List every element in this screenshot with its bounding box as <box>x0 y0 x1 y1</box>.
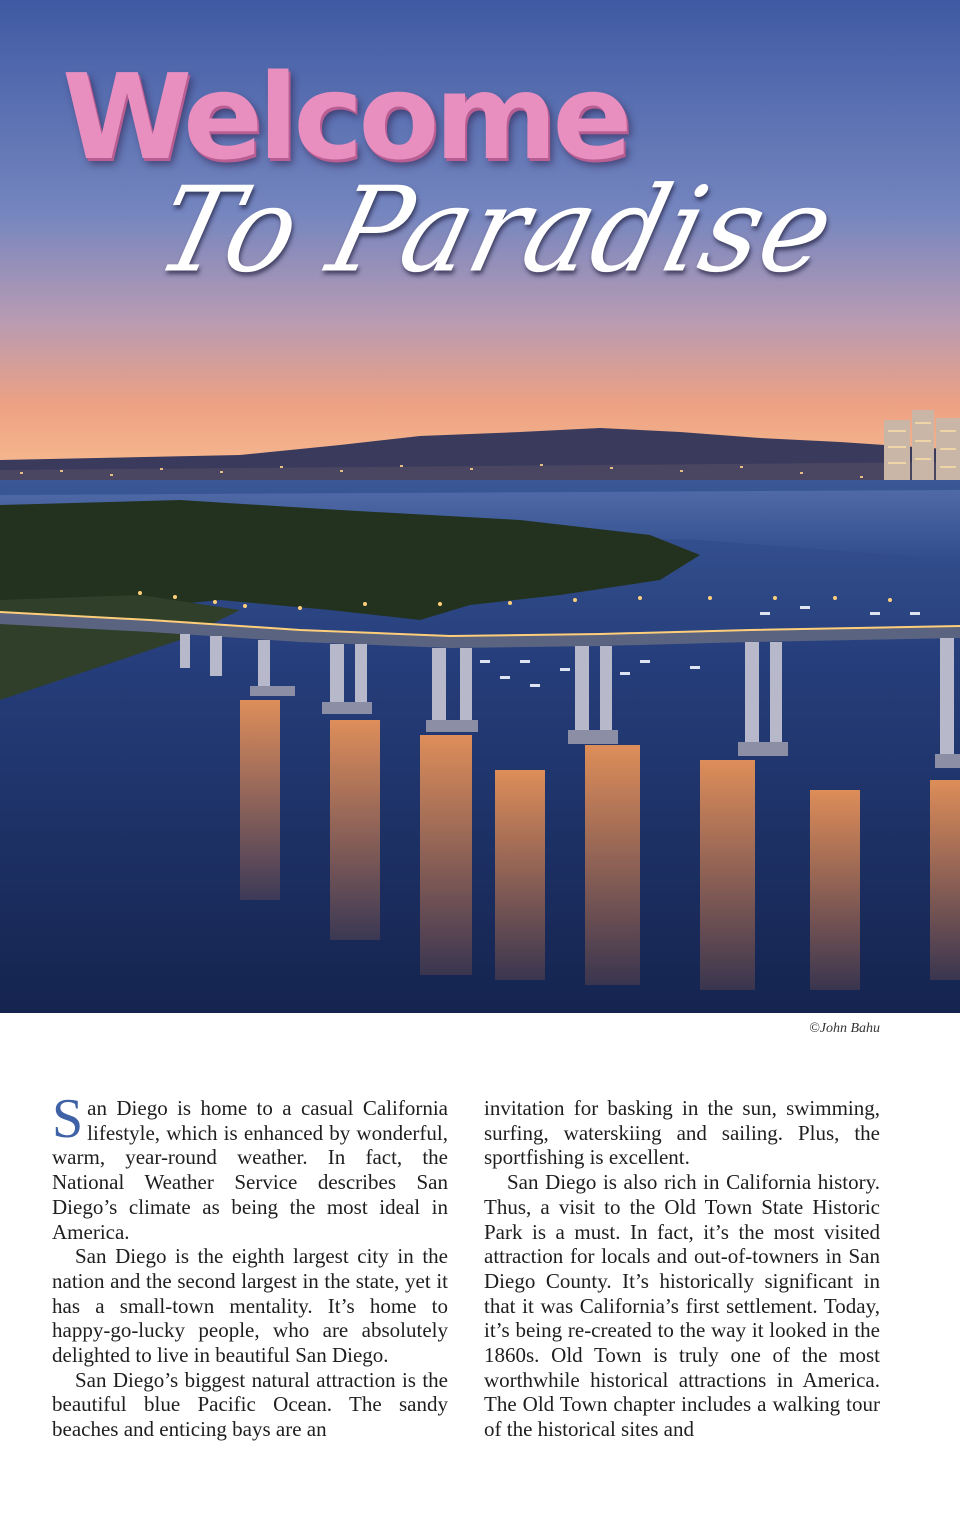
title-to-paradise: To Paradise <box>144 162 848 300</box>
drop-cap: S <box>52 1088 84 1150</box>
article-paragraph-1 <box>52 1088 448 1244</box>
article-column-right <box>484 1096 880 1442</box>
article-paragraph-3-start: San Diego’s biggest natural attraction is the beautiful blue Pacific Ocean. The sandy beaches and enticing bays are an <box>52 1367 448 1442</box>
title-welcome: Welcome <box>62 48 628 186</box>
photo-credit: ©John Bahu <box>809 1021 880 1036</box>
paragraph-1-text: an Diego is home to a casual California lifestyle, which is enhanced by wonderful, warm, year-round weather. In fact, the National Weather Service describes San Diego’s climate as being the most ideal in America. <box>52 1096 448 1244</box>
article-paragraph-4: San Diego is also rich in California history. Thus, a visit to the Old Town State Historic Park is a must. In fact, it’s the most visited attraction for locals and out-of-towners in San Diego County. It’s historically significant in that it was California’s first settlement. Today, it’s being re-created to the way it looked in the 1860s. Old Town is truly one of the most worthwhile historical attractions in America. The Old Town chapter includes a walking tour of the historical sites and <box>484 1170 880 1442</box>
article-column-left <box>52 1088 448 1442</box>
article-paragraph-3-end: invitation for basking in the sun, swimming, surfing, waterskiing and sailing. Plus, the sportfishing is excellent. <box>484 1096 880 1170</box>
article-paragraph-2: San Diego is the eighth largest city in the nation and the second largest in the state, yet it has a small-town mentality. It’s home to happy-go-lucky people, who are absolutely delighted to live in beautiful San Diego. <box>52 1244 448 1368</box>
